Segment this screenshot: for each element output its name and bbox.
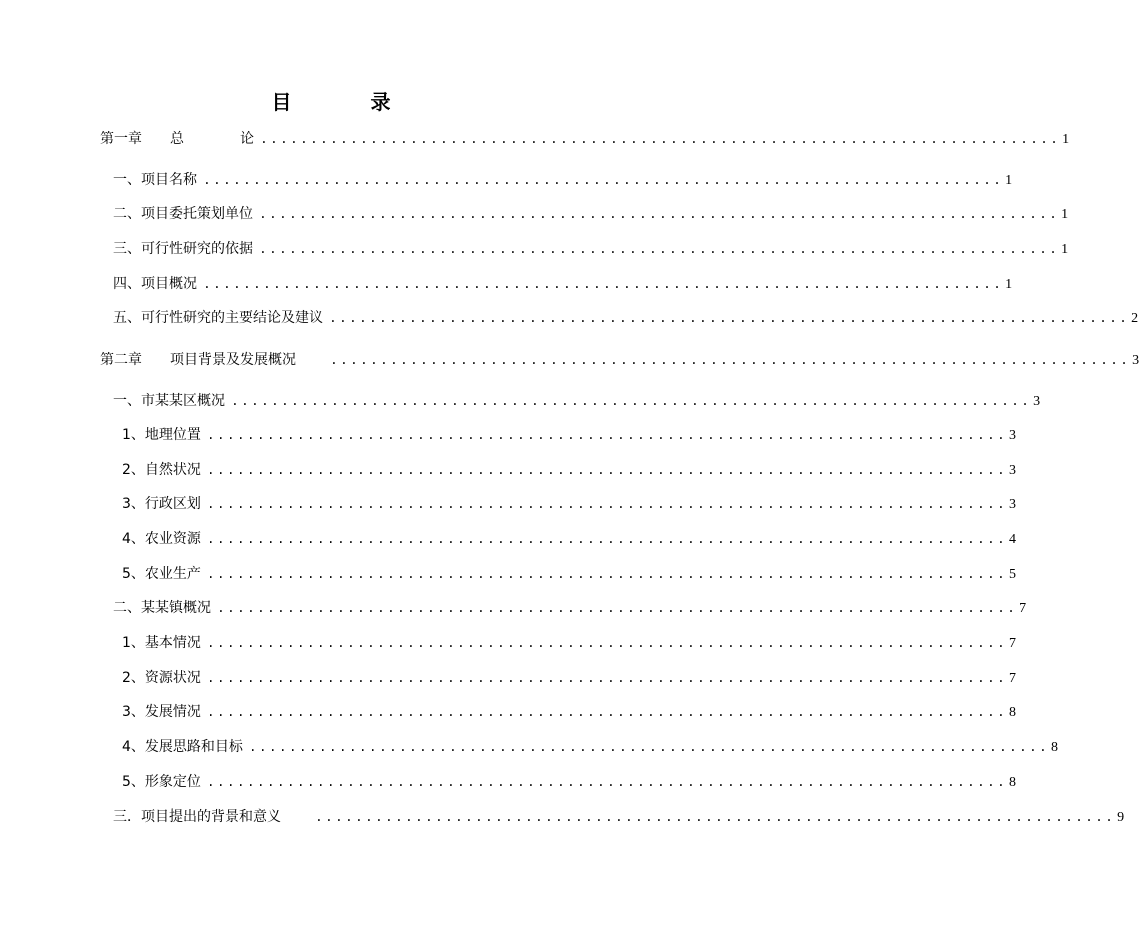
toc-page-number: 4 — [1009, 532, 1017, 547]
leader-dots: ................................................................................ — [206, 463, 1008, 478]
toc-entry-label: 5、形象定位 — [122, 774, 201, 790]
toc-entry[interactable] — [113, 598, 1027, 618]
toc-page-number: 3 — [1009, 428, 1017, 443]
toc-entry-label: 三．项目提出的背景和意义 — [113, 809, 281, 825]
toc-page-number: 3 — [1033, 394, 1041, 409]
toc-entry-label: 第二章 项目背景及发展概况 — [100, 352, 296, 368]
toc-page-number: 1 — [1061, 242, 1069, 257]
toc-entry[interactable] — [122, 668, 1017, 688]
toc-page-number: 1 — [1005, 173, 1013, 188]
toc-entry[interactable] — [122, 564, 1017, 584]
leader-dots: ................................................................................ — [330, 353, 1131, 368]
toc-page-number: 7 — [1019, 601, 1027, 616]
toc-page-number: 8 — [1009, 705, 1017, 720]
leader-dots: ................................................................................ — [206, 428, 1008, 443]
toc-page-number: 9 — [1117, 810, 1125, 825]
toc-entry[interactable] — [113, 204, 1069, 224]
toc-entry-label: 五、可行性研究的主要结论及建议 — [113, 310, 323, 326]
toc-entry[interactable] — [113, 807, 1125, 827]
toc-entry-label: 二、某某镇概况 — [113, 600, 211, 616]
toc-entry-label: 三、可行性研究的依据 — [113, 241, 253, 257]
toc-entry[interactable] — [113, 274, 1013, 294]
toc-page-number: 3 — [1009, 497, 1017, 512]
toc-entry[interactable] — [122, 529, 1017, 549]
toc-entry[interactable] — [122, 772, 1017, 792]
toc-page-number: 7 — [1009, 671, 1017, 686]
toc-entry[interactable] — [122, 425, 1017, 445]
toc-entry[interactable] — [122, 633, 1017, 653]
leader-dots: ................................................................................ — [329, 311, 1130, 326]
toc-entry[interactable] — [122, 460, 1017, 480]
toc-entry[interactable] — [113, 308, 1139, 328]
leader-dots: ................................................................................ — [206, 705, 1008, 720]
toc-entry[interactable] — [122, 737, 1059, 757]
toc-page-number: 3 — [1009, 463, 1017, 478]
leader-dots: ................................................................................ — [206, 567, 1008, 582]
leader-dots: ................................................................................ — [206, 671, 1008, 686]
toc-entry-chapter-2[interactable] — [100, 350, 1139, 370]
toc-entry-label: 3、行政区划 — [122, 496, 201, 512]
toc-page-number: 5 — [1009, 567, 1017, 582]
toc-page-number: 8 — [1051, 740, 1059, 755]
toc-page-number: 1 — [1061, 207, 1069, 222]
leader-dots: ................................................................................ — [203, 277, 1004, 292]
toc-entry-label: 第一章 总 论 — [100, 131, 254, 147]
toc-entry-label: 一、市某某区概况 — [113, 393, 225, 409]
toc-entry-chapter-1[interactable] — [100, 129, 1070, 149]
toc-page-number: 3 — [1132, 353, 1139, 368]
toc-entry[interactable] — [122, 702, 1017, 722]
toc-page-number: 7 — [1009, 636, 1017, 651]
toc-entry[interactable] — [113, 391, 1041, 411]
leader-dots: ................................................................................ — [203, 173, 1004, 188]
leader-dots: ................................................................................ — [206, 532, 1008, 547]
leader-dots: ................................................................................ — [231, 394, 1032, 409]
leader-dots: ................................................................................ — [259, 242, 1060, 257]
leader-dots: ................................................................................ — [217, 601, 1018, 616]
toc-entry[interactable] — [113, 239, 1069, 259]
toc-page-number: 8 — [1009, 775, 1017, 790]
toc-page-number: 1 — [1062, 132, 1070, 147]
toc-entry-label: 1、基本情况 — [122, 635, 201, 651]
toc-entry[interactable] — [122, 494, 1017, 514]
leader-dots: ................................................................................ — [206, 497, 1008, 512]
toc-title: 目 录 — [271, 90, 427, 114]
leader-dots: ................................................................................ — [206, 775, 1008, 790]
leader-dots: ................................................................................ — [206, 636, 1008, 651]
leader-dots: ................................................................................ — [259, 207, 1060, 222]
leader-dots: ................................................................................ — [248, 740, 1050, 755]
toc-entry-label: 3、发展情况 — [122, 704, 201, 720]
toc-entry-label: 一、项目名称 — [113, 172, 197, 188]
toc-entry-label: 2、资源状况 — [122, 670, 201, 686]
toc-page-number: 1 — [1005, 277, 1013, 292]
toc-entry-label: 4、发展思路和目标 — [122, 739, 243, 755]
toc-entry-label: 4、农业资源 — [122, 531, 201, 547]
toc-entry-label: 5、农业生产 — [122, 566, 201, 582]
toc-entry-label: 1、地理位置 — [122, 427, 201, 443]
toc-entry-label: 2、自然状况 — [122, 462, 201, 478]
toc-entry[interactable] — [113, 170, 1013, 190]
leader-dots: ................................................................................ — [315, 810, 1116, 825]
toc-page-number: 2 — [1131, 311, 1139, 326]
leader-dots: ................................................................................ — [260, 132, 1061, 147]
toc-entry-label: 四、项目概况 — [113, 276, 197, 292]
toc-entry-label: 二、项目委托策划单位 — [113, 206, 253, 222]
